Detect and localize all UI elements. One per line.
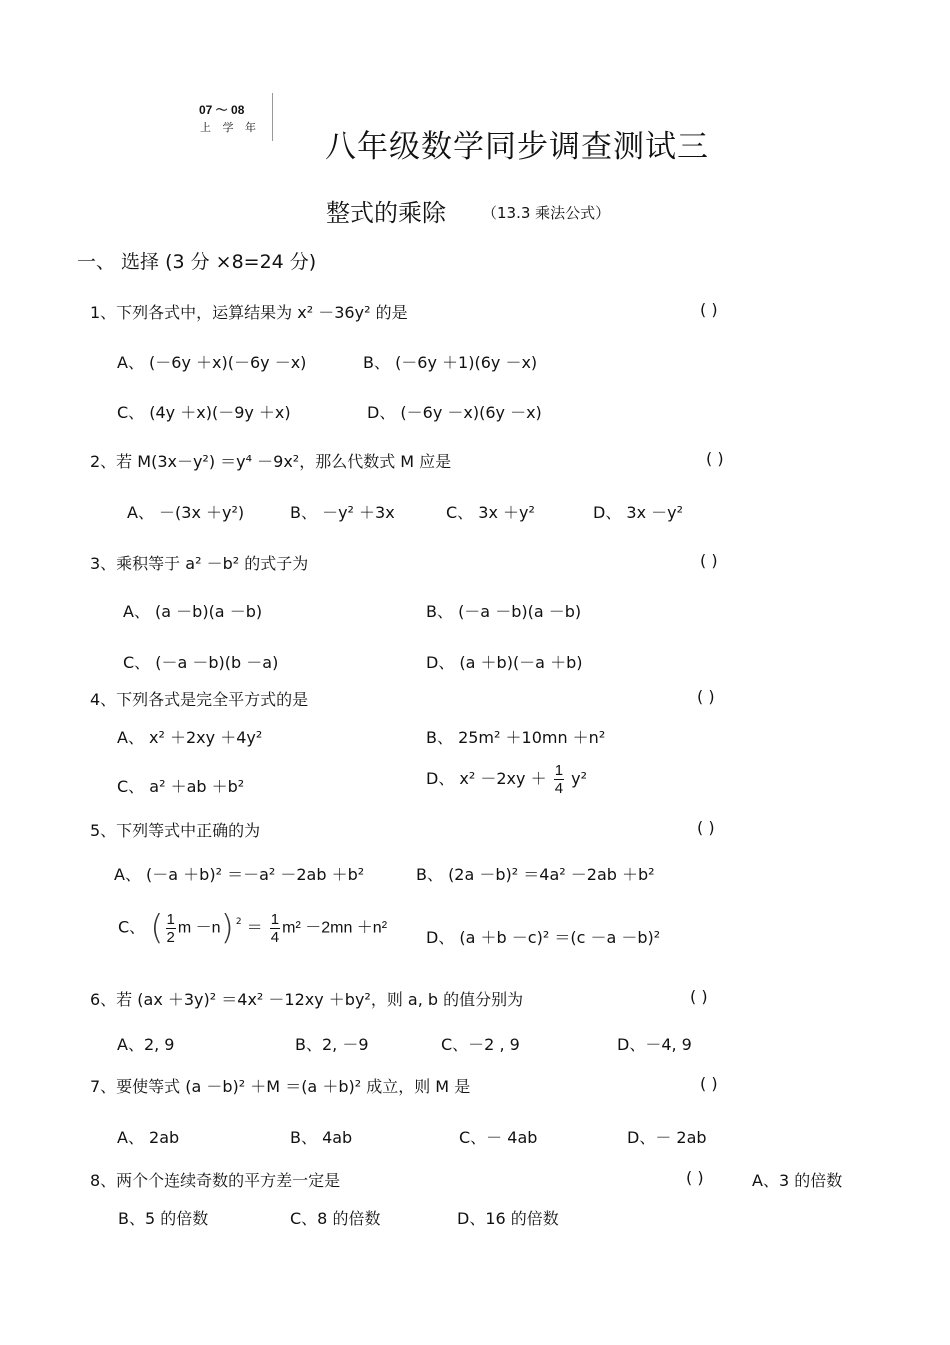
question-8-stem: 8、两个个连续奇数的平方差一定是 (90, 1171, 341, 1190)
question-3-stem: 3、乘积等于 a² －b² 的式子为 (90, 554, 309, 573)
question-4-option-b: B、 25m² ＋10mn ＋n² (426, 728, 606, 747)
question-1-option-b: B、 (－6y ＋1)(6y －x) (363, 353, 538, 372)
question-7-answer-blank: ( ) (700, 1074, 718, 1093)
question-5-option-c (118, 908, 387, 948)
exponent: 2 (235, 916, 242, 927)
question-4-answer-blank: ( ) (697, 687, 715, 706)
fraction-one-half (166, 911, 176, 946)
school-year: 07 ～ 08 (199, 103, 245, 117)
fraction-numerator: 1 (166, 910, 175, 928)
question-7-option-b: B、 4ab (290, 1128, 353, 1147)
question-3-option-a: A、 (a －b)(a －b) (123, 602, 263, 621)
question-4-option-d-text: D、 x² －2xy ＋ (426, 769, 547, 788)
page-subtitle: 整式的乘除 (326, 199, 446, 227)
question-8-option-d: D、16 的倍数 (457, 1209, 559, 1228)
question-1-option-c: C、 (4y ＋x)(－9y ＋x) (117, 403, 291, 422)
question-6-option-d: D、－4, 9 (617, 1035, 692, 1054)
question-1-option-d: D、 (－6y －x)(6y －x) (367, 403, 542, 422)
question-4-option-a: A、 x² ＋2xy ＋4y² (117, 728, 263, 747)
fraction-denominator: 2 (166, 928, 175, 946)
question-2-stem: 2、若 M(3x－y²) ＝y⁴ －9x²，那么代数式 M 应是 (90, 452, 452, 471)
question-7-option-c: C、－ 4ab (459, 1128, 538, 1147)
question-6-option-a: A、2, 9 (117, 1035, 175, 1054)
question-6-option-b: B、2, －9 (295, 1035, 369, 1054)
question-5-option-b: B、 (2a －b)² ＝4a² －2ab ＋b² (416, 865, 655, 884)
fraction-denominator: 4 (270, 928, 280, 946)
question-5-option-c-label: C、 (118, 917, 146, 937)
question-5-answer-blank: ( ) (697, 818, 715, 837)
question-4-option-d-tail: y² (571, 769, 588, 788)
question-7-option-a: A、 2ab (117, 1128, 180, 1147)
question-1-option-a: A、 (－6y ＋x)(－6y －x) (117, 353, 307, 372)
right-paren: ) (220, 908, 234, 948)
question-5-option-a: A、 (－a ＋b)² ＝－a² －2ab ＋b² (114, 865, 365, 884)
question-4-stem: 4、下列各式是完全平方式的是 (90, 690, 309, 709)
option-c-tail: m² －2mn ＋n² (282, 919, 388, 937)
question-4-option-d (426, 762, 587, 797)
section-heading: 一、 选择 (3 分 ×8=24 分) (77, 251, 317, 273)
header-divider (272, 93, 273, 141)
question-8-option-b: B、5 的倍数 (118, 1209, 209, 1228)
fraction-one-quarter (270, 911, 280, 946)
question-5-option-d: D、 (a ＋b －c)² ＝(c －a －b)² (426, 928, 661, 947)
question-1-answer-blank: ( ) (700, 300, 718, 319)
question-8-answer-blank: ( ) (686, 1168, 704, 1187)
question-2-option-c: C、 3x ＋y² (446, 503, 535, 522)
subtitle-note: （13.3 乘法公式） (482, 204, 611, 222)
left-paren: ( (150, 908, 164, 948)
question-7-stem: 7、要使等式 (a －b)² ＋M ＝(a ＋b)² 成立，则 M 是 (90, 1077, 471, 1096)
question-2-option-d: D、 3x －y² (593, 503, 684, 522)
question-2-answer-blank: ( ) (706, 449, 724, 468)
question-8-option-c: C、8 的倍数 (290, 1209, 381, 1228)
question-3-option-b: B、 (－a －b)(a －b) (426, 602, 582, 621)
question-5-stem: 5、下列等式中正确的为 (90, 821, 261, 840)
question-4-option-c: C、 a² ＋ab ＋b² (117, 777, 245, 796)
page-title: 八年级数学同步调查测试三 (325, 129, 709, 165)
question-3-option-d: D、 (a ＋b)(－a ＋b) (426, 653, 583, 672)
question-2-option-b: B、 －y² ＋3x (290, 503, 395, 522)
term-label: 上 学 年 (200, 121, 260, 134)
question-8-option-a: A、3 的倍数 (752, 1171, 843, 1190)
question-6-answer-blank: ( ) (690, 987, 708, 1006)
question-6-option-c: C、－2 , 9 (441, 1035, 520, 1054)
question-3-answer-blank: ( ) (700, 551, 718, 570)
question-3-option-c: C、 (－a －b)(b －a) (123, 653, 279, 672)
fraction-numerator: 1 (554, 762, 564, 779)
equals-sign: ＝ (246, 919, 263, 937)
question-6-stem: 6、若 (ax ＋3y)² ＝4x² －12xy ＋by²，则 a, b 的值分别为 (90, 990, 524, 1009)
fraction-one-quarter (554, 762, 564, 797)
fraction-denominator: 4 (554, 780, 564, 797)
option-c-middle: m －n (177, 919, 221, 937)
question-7-option-d: D、－ 2ab (627, 1128, 707, 1147)
question-2-option-a: A、 －(3x ＋y²) (127, 503, 245, 522)
question-1-stem: 1、下列各式中，运算结果为 x² －36y² 的是 (90, 303, 408, 322)
fraction-numerator: 1 (270, 910, 280, 928)
